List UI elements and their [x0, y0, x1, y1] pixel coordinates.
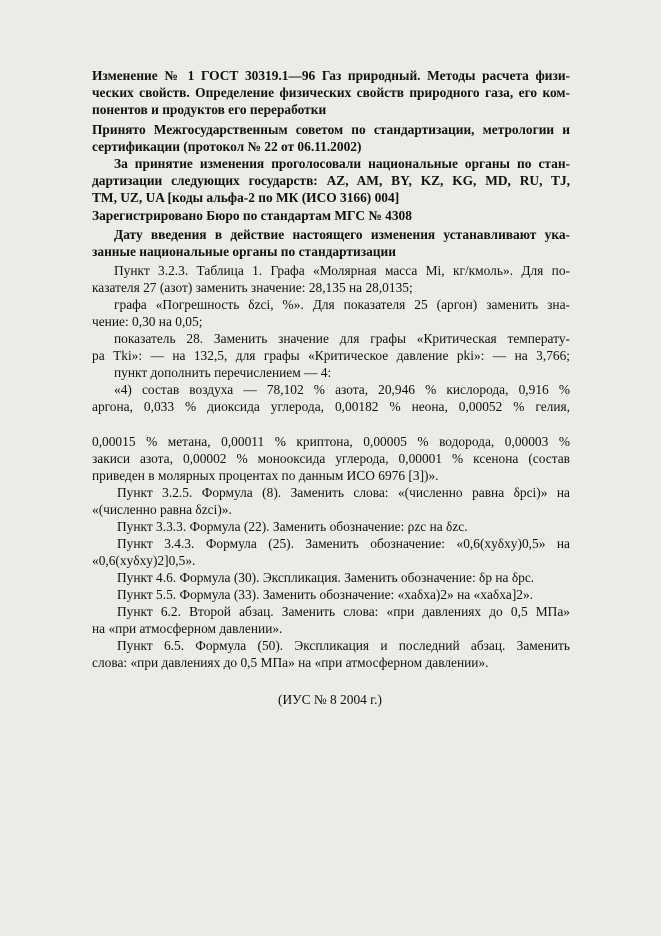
body-line: Пункт 3.2.5. Формула (8). Заменить слова: «(численно равна δpci)» на [117, 485, 570, 500]
body-line: Пункт 4.6. Формула (30). Экспликация. Заменить обозначение: δp на δpc. [117, 570, 535, 585]
body-line: Пункт 5.5. Формула (33). Заменить обозначение: «xaδxa)2» на «xaδxa]2». [117, 587, 534, 602]
body-line: показатель 28. Заменить значение для графы «Критическая температу- [114, 331, 570, 346]
body-line: Пункт 3.2.3. Таблица 1. Графа «Молярная масса Mi, кг/кмоль». Для по- [114, 263, 570, 278]
body-line: ра Tki»: — на 132,5, для графы «Критическое давление pki»: — на 3,766; [92, 348, 570, 363]
body-line: Пункт 3.4.3. Формула (25). Заменить обозначение: «0,6(xyδxy)0,5» на [117, 536, 570, 551]
votes-line: дартизации следующих государств: AZ, AM, BY, KZ, KG, MD, RU, TJ, [92, 173, 570, 188]
body-line: пункт дополнить перечислением — 4: [114, 365, 332, 380]
votes-line: TM, UZ, UA [коды альфа-2 по МК (ИСО 3166) 004] [92, 190, 400, 205]
body-line: «4) состав воздуха — 78,102 % азота, 20,946 % кислорода, 0,916 % [114, 382, 570, 397]
source-reference: (ИУС № 8 2004 г.) [278, 692, 382, 707]
heading-line: понентов и продуктов его переработки [92, 102, 327, 117]
adoption-line: Принято Межгосударственным советом по стандартизации, метрологии и [92, 122, 570, 137]
heading-line: Изменение № 1 ГОСТ 30319.1—96 Газ природный. Методы расчета физи- [92, 68, 570, 83]
body-line: Пункт 3.3.3. Формула (22). Заменить обозначение: ρzc на δzc. [117, 519, 468, 534]
body-line: Пункт 6.2. Второй абзац. Заменить слова: «при давлениях до 0,5 МПа» [117, 604, 570, 619]
body-line: слова: «при давлениях до 0,5 МПа» на «при атмосферном давлении». [92, 655, 489, 670]
heading-line: ческих свойств. Определение физических свойств природного газа, его ком- [92, 85, 570, 100]
effective-date-line: Дату введения в действие настоящего изменения устанавливают ука- [114, 227, 570, 242]
body-line: «(численно равна δzci)». [92, 502, 232, 517]
body-line: Пункт 6.5. Формула (50). Экспликация и последний абзац. Заменить [117, 638, 570, 653]
body-line: 0,00015 % метана, 0,00011 % криптона, 0,00005 % водорода, 0,00003 % [92, 434, 570, 449]
body-line: чение: 0,30 на 0,05; [92, 314, 203, 329]
body-line: казателя 27 (азот) заменить значение: 28,135 на 28,0135; [92, 280, 413, 295]
effective-date-line: занные национальные органы по стандартизации [92, 244, 396, 259]
votes-line: За принятие изменения проголосовали национальные органы по стан- [114, 156, 570, 171]
body-line: на «при атмосферном давлении». [92, 621, 283, 636]
registration-line: Зарегистрировано Бюро по стандартам МГС № 4308 [92, 208, 412, 223]
body-line: «0,6(xyδxy)2]0,5». [92, 553, 196, 568]
adoption-line: сертификации (протокол № 22 от 06.11.2002) [92, 139, 362, 154]
body-line: закиси азота, 0,00002 % монооксида углерода, 0,00001 % ксенона (состав [92, 451, 570, 466]
body-line: аргона, 0,033 % диоксида углерода, 0,00182 % неона, 0,00052 % гелия, [92, 399, 570, 414]
body-line: приведен в молярных процентах по данным ИСО 6976 [3])». [92, 468, 439, 483]
body-line: графа «Погрешность δzci, %». Для показателя 25 (аргон) заменить зна- [114, 297, 570, 312]
